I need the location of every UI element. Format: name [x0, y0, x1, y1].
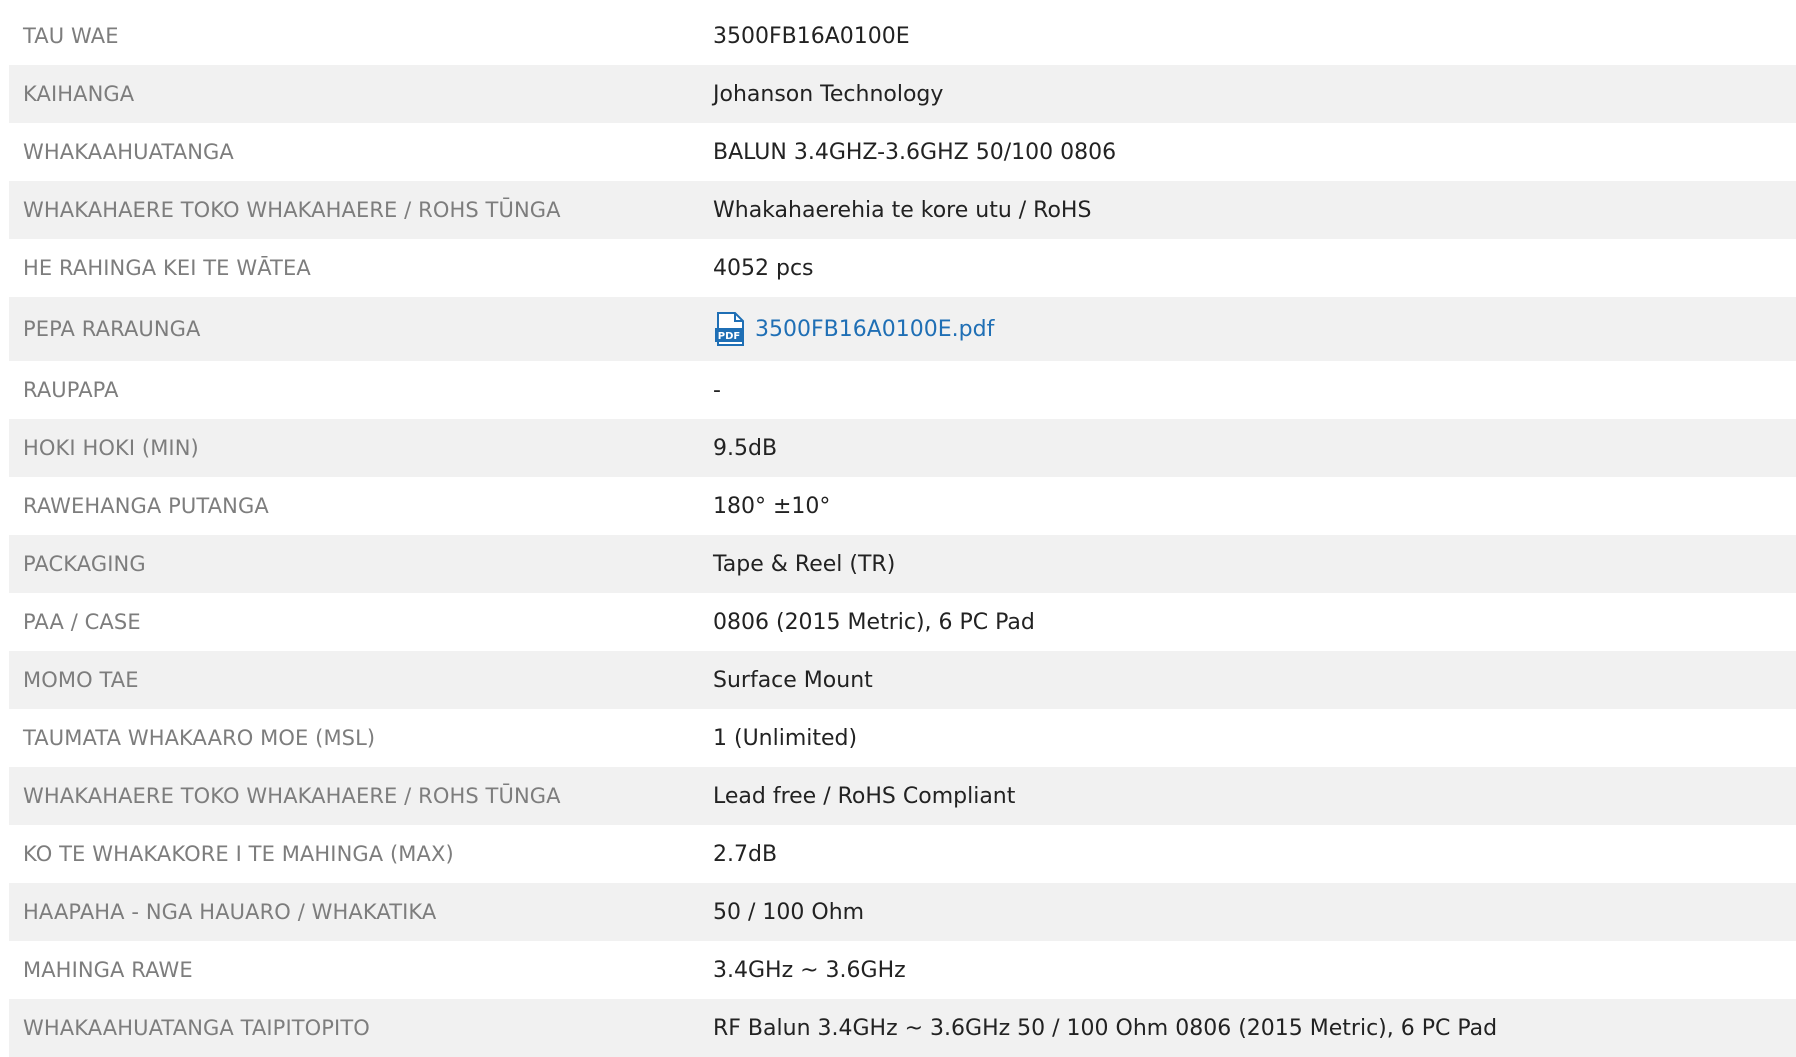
spec-row-return-loss [9, 419, 1796, 477]
spec-label: HAAPAHA - NGA HAUARO / WHAKATIKA [23, 900, 437, 924]
spec-value: 0806 (2015 Metric), 6 PC Pad [713, 609, 1035, 635]
spec-label: TAU WAE [23, 24, 119, 48]
pdf-icon-text: PDF [717, 331, 741, 342]
spec-value: 3.4GHz ~ 3.6GHz [713, 957, 906, 983]
spec-label: HE RAHINGA KEI TE WĀTEA [23, 256, 311, 280]
datasheet-link[interactable] [713, 312, 994, 346]
spec-row-insertion-loss [9, 825, 1796, 883]
spec-row-quantity-available [9, 239, 1796, 297]
spec-value: 4052 pcs [713, 255, 814, 281]
spec-label: WHAKAAHUATANGA TAIPITOPITO [23, 1016, 370, 1040]
spec-row-impedance [9, 883, 1796, 941]
spec-row-package-case [9, 593, 1796, 651]
spec-value [713, 312, 994, 346]
spec-row-frequency [9, 941, 1796, 999]
spec-value: Surface Mount [713, 667, 873, 693]
spec-value: Whakahaerehia te kore utu / RoHS [713, 197, 1092, 223]
spec-row-description [9, 123, 1796, 181]
spec-label: WHAKAHAERE TOKO WHAKAHAERE / ROHS TŪNGA [23, 784, 561, 808]
datasheet-link-text[interactable]: 3500FB16A0100E.pdf [755, 316, 995, 342]
spec-value: RF Balun 3.4GHz ~ 3.6GHz 50 / 100 Ohm 0806 (2015 Metric), 6 PC Pad [713, 1015, 1498, 1041]
spec-row-part-number [9, 7, 1796, 65]
spec-value: 1 (Unlimited) [713, 725, 858, 751]
spec-row-datasheet [9, 297, 1796, 361]
product-spec-table [9, 7, 1796, 1057]
spec-row-rohs-status [9, 181, 1796, 239]
spec-row-packaging [9, 535, 1796, 593]
spec-row-msl [9, 709, 1796, 767]
spec-label: TAUMATA WHAKAARO MOE (MSL) [23, 726, 376, 750]
spec-row-phase-difference [9, 477, 1796, 535]
spec-value: BALUN 3.4GHZ-3.6GHZ 50/100 0806 [713, 139, 1117, 165]
spec-value: Tape & Reel (TR) [713, 551, 896, 577]
spec-label: KAIHANGA [23, 82, 135, 106]
spec-value: Lead free / RoHS Compliant [713, 783, 1016, 809]
pdf-file-icon[interactable] [713, 312, 747, 346]
spec-value: - [713, 377, 721, 403]
spec-row-manufacturer [9, 65, 1796, 123]
spec-row-mounting-type [9, 651, 1796, 709]
spec-label: WHAKAHAERE TOKO WHAKAHAERE / ROHS TŪNGA [23, 198, 561, 222]
spec-value: 9.5dB [713, 435, 778, 461]
spec-label: RAWEHANGA PUTANGA [23, 494, 269, 518]
spec-value: 3500FB16A0100E [713, 23, 910, 49]
spec-label: PAA / CASE [23, 610, 141, 634]
spec-value: 180° ±10° [713, 493, 831, 519]
spec-row-series [9, 361, 1796, 419]
spec-row-detailed-description [9, 999, 1796, 1057]
spec-label: PEPA RARAUNGA [23, 317, 201, 341]
spec-label: KO TE WHAKAKORE I TE MAHINGA (MAX) [23, 842, 454, 866]
spec-label: HOKI HOKI (MIN) [23, 436, 199, 460]
spec-label: MOMO TAE [23, 668, 139, 692]
spec-label: WHAKAAHUATANGA [23, 140, 234, 164]
spec-row-lead-free-status [9, 767, 1796, 825]
spec-label: RAUPAPA [23, 378, 119, 402]
spec-value: 2.7dB [713, 841, 778, 867]
spec-value: Johanson Technology [713, 81, 944, 107]
spec-value: 50 / 100 Ohm [713, 899, 865, 925]
spec-label: PACKAGING [23, 552, 146, 576]
spec-label: MAHINGA RAWE [23, 958, 193, 982]
